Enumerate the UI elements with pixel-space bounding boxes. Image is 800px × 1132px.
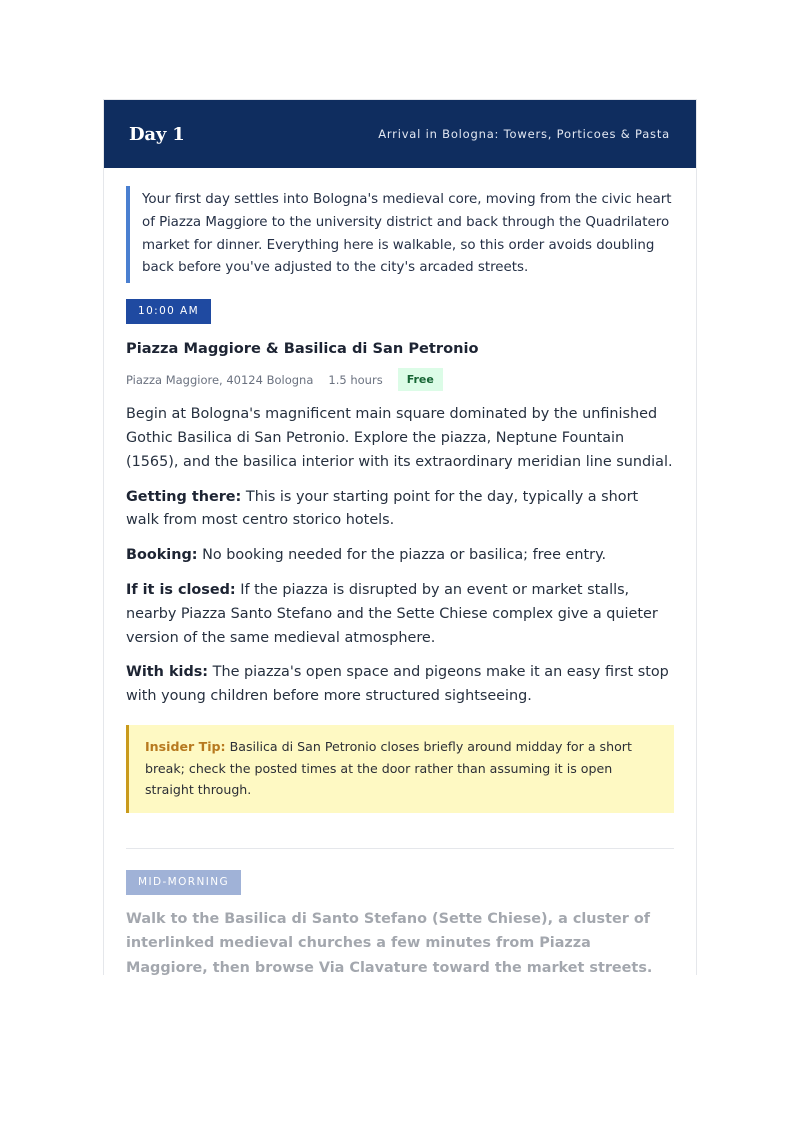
- info-text: The piazza's open space and pigeons make it an easy first stop with young children before more structured sightseeing.: [126, 664, 669, 705]
- info-label: If it is closed:: [126, 581, 236, 598]
- day-title: Day 1: [129, 123, 185, 145]
- info-text: No booking needed for the piazza or basilica; free entry.: [202, 547, 607, 564]
- activity: [126, 299, 674, 813]
- day-content: [104, 168, 696, 975]
- day-header: [104, 100, 696, 168]
- insider-tip: [126, 725, 674, 813]
- info-text: If the piazza is disrupted by an event or market stalls, nearby Piazza Santo Stefano and the Sette Chiese complex give a quieter version of the same medieval atmosphere.: [126, 581, 658, 646]
- info-if-closed: [126, 579, 674, 650]
- activity-duration: 1.5 hours: [328, 372, 383, 387]
- info-label: With kids:: [126, 664, 209, 681]
- day-card: [103, 99, 697, 975]
- info-label: Booking:: [126, 547, 198, 564]
- activity-meta: [126, 368, 674, 391]
- time-badge: MID-MORNING: [126, 870, 241, 895]
- time-badge: 10:00 AM: [126, 299, 211, 324]
- activity-address: Piazza Maggiore, 40124 Bologna: [126, 372, 314, 387]
- activity-description: Begin at Bologna's magnificent main square dominated by the unfinished Gothic Basilica di San Petronio. Explore the piazza, Neptune Fountain (1565), and the basilica interior with its extraordinary meridian line sundial.: [126, 406, 673, 470]
- day-intro: Your first day settles into Bologna's medieval core, moving from the civic heart of Piazza Maggiore to the university district and back through the Quadrilatero market for dinner. Everything here is walkable, so this order avoids doubling back before you've adjusted to the city's arcaded streets.: [126, 186, 674, 283]
- tip-text: Basilica di San Petronio closes briefly around midday for a short break; check the posted times at the door rather than assuming it is open straight through.: [145, 738, 632, 798]
- price-badge: Free: [398, 368, 443, 391]
- next-activity-description: Walk to the Basilica di Santo Stefano (Sette Chiese), a cluster of interlinked medieval churches a few minutes from Piazza Maggiore, then browse Via Clavature toward the market streets.: [126, 910, 653, 975]
- next-activity: [126, 849, 674, 975]
- info-with-kids: [126, 661, 674, 709]
- info-text: This is your starting point for the day, typically a short walk from most centro storico hotels.: [126, 488, 639, 529]
- activity-title: Piazza Maggiore & Basilica di San Petronio: [126, 340, 479, 358]
- info-getting-there: [126, 486, 674, 534]
- info-label: Getting there:: [126, 488, 242, 505]
- tip-label: Insider Tip:: [145, 738, 226, 754]
- info-booking: [126, 544, 674, 568]
- day-subtitle: Arrival in Bologna: Towers, Porticoes & Pasta: [378, 127, 670, 141]
